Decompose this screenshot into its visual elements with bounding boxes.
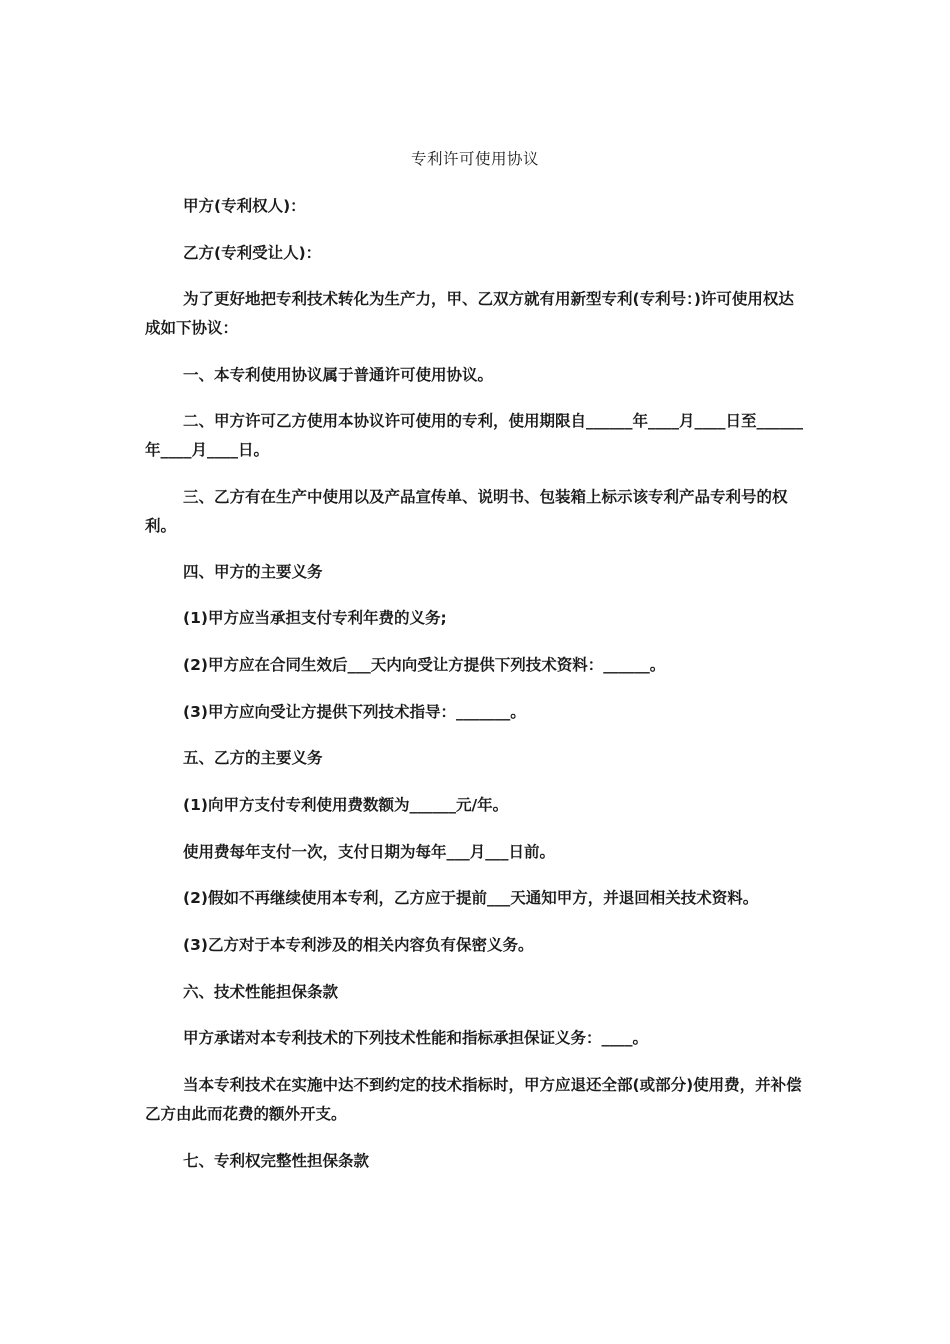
clause-4-item-3: (3)甲方应向受让方提供下列技术指导：_______。: [183, 703, 526, 721]
section-heading-7: 七、专利权完整性担保条款: [183, 1152, 370, 1170]
document-title: 专利许可使用协议: [410, 150, 539, 168]
clause-5-payment: 使用费每年支付一次，支付日期为每年___月___日前。: [183, 843, 556, 861]
section-heading-6: 六、技术性能担保条款: [183, 983, 339, 1001]
party-a-line: 甲方(专利权人)：: [183, 197, 306, 215]
clause-5-item-2: (2)假如不再继续使用本专利，乙方应于提前___天通知甲方，并退回相关技术资料。: [183, 889, 759, 907]
clause-3: 三、乙方有在生产中使用以及产品宣传单、说明书、包装箱上标示该专利产品专利号的权利。: [145, 488, 788, 535]
party-b-line: 乙方(专利受让人)：: [183, 244, 322, 262]
section-heading-5: 五、乙方的主要义务: [183, 749, 323, 767]
clause-5-item-1: (1)向甲方支付专利使用费数额为______元/年。: [183, 796, 509, 814]
preamble-paragraph: 为了更好地把专利技术转化为生产力，甲、乙双方就有用新型专利(专利号：)许可使用权达成如下协议：: [145, 290, 794, 337]
section-heading-4: 四、甲方的主要义务: [183, 563, 323, 581]
clause-6-guarantee: 甲方承诺对本专利技术的下列技术性能和指标承担保证义务：____。: [183, 1029, 649, 1047]
clause-1: 一、本专利使用协议属于普通许可使用协议。: [183, 366, 494, 384]
clause-2: 二、甲方许可乙方使用本协议许可使用的专利，使用期限自______年____月____日至______年____月____日。: [145, 412, 804, 459]
clause-4-item-2: (2)甲方应在合同生效后___天内向受让方提供下列技术资料：______。: [183, 656, 666, 674]
clause-5-item-3: (3)乙方对于本专利涉及的相关内容负有保密义务。: [183, 936, 534, 954]
clause-4-item-1: (1)甲方应当承担支付专利年费的义务;: [183, 609, 447, 627]
clause-6-refund: 当本专利技术在实施中达不到约定的技术指标时，甲方应退还全部(或部分)使用费，并补偿乙方由此而花费的额外开支。: [145, 1076, 802, 1123]
